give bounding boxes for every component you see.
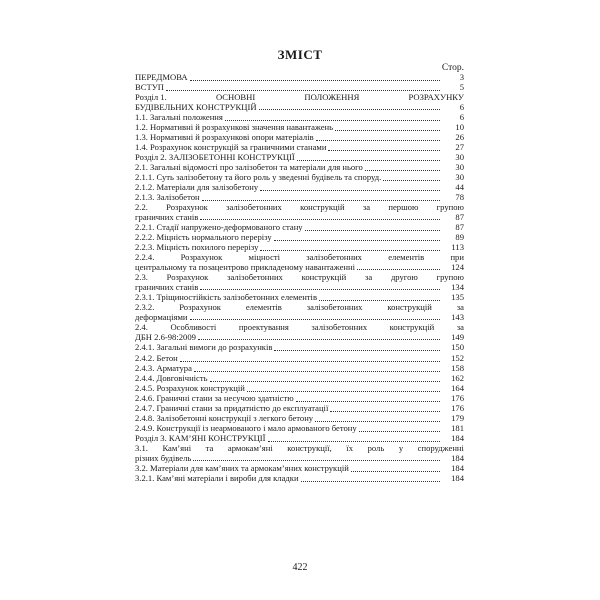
toc-entry[interactable] bbox=[135, 93, 464, 112]
dot-leader bbox=[247, 391, 440, 392]
toc-entry-title: 2.2.1. Стадії напружено-деформованого стану bbox=[135, 222, 303, 232]
toc-entry-word: залізобетонних bbox=[306, 252, 362, 262]
toc-entry-word: Розрахунок bbox=[166, 202, 208, 212]
dot-leader bbox=[316, 140, 440, 141]
toc-entry-title: Розділ 2. ЗАЛІЗОБЕТОННІ КОНСТРУКЦІЇ bbox=[135, 152, 295, 162]
toc-entry-word: за bbox=[456, 322, 464, 332]
dot-leader bbox=[301, 481, 440, 482]
toc-entry-word: та bbox=[205, 443, 214, 453]
toc-entry-word: 2.3.2. bbox=[135, 302, 155, 312]
toc-entry[interactable] bbox=[135, 203, 464, 222]
toc-entry-title: 2.4.7. Граничні стани за придатністю до експлуатації bbox=[135, 403, 329, 413]
toc-entry-row bbox=[135, 283, 464, 293]
dot-leader bbox=[296, 401, 440, 402]
toc-entry-word: групою bbox=[436, 272, 464, 282]
dot-leader bbox=[383, 180, 440, 181]
toc-entry-word: армокам’яні bbox=[227, 443, 273, 453]
toc-entry-word: Кам’яні bbox=[162, 443, 192, 453]
toc-entry-title: 2.1. Загальні відомості про залізобетон та матеріали для нього bbox=[135, 162, 363, 172]
toc-entry-word: за bbox=[364, 272, 373, 282]
toc-entry-word: Розрахунок bbox=[180, 252, 223, 262]
toc-entry-title: 2.4.1. Загальні вимоги до розрахунків bbox=[135, 342, 273, 352]
toc-entry-word: першою bbox=[388, 202, 419, 212]
page-number: 422 bbox=[292, 562, 308, 573]
dot-leader bbox=[200, 289, 440, 290]
page-column-label: Стор. bbox=[441, 63, 464, 73]
toc-entry[interactable] bbox=[135, 303, 464, 322]
dot-leader bbox=[365, 170, 440, 171]
toc-entry-word: роль bbox=[367, 443, 385, 453]
toc-title: ЗМІСТ bbox=[277, 47, 323, 62]
toc-entry-page: 30 bbox=[455, 172, 464, 182]
toc-entry-word: 2.3. bbox=[135, 272, 148, 282]
dot-leader bbox=[194, 371, 440, 372]
toc-entry-word: 3.1. bbox=[135, 443, 148, 453]
toc-entry-page: 184 bbox=[451, 463, 464, 473]
dot-leader bbox=[359, 431, 440, 432]
toc-entry-word: проектування bbox=[238, 322, 289, 332]
toc-entry-title: граничних станів bbox=[135, 211, 199, 222]
toc-entry-word: конструкцій bbox=[389, 322, 435, 332]
toc-entry-page: 10 bbox=[455, 122, 464, 132]
dot-leader bbox=[259, 109, 440, 110]
toc-entry-page: 124 bbox=[451, 261, 464, 272]
toc-entry-word: Розділ 1. bbox=[135, 92, 167, 102]
toc-entry-page: 87 bbox=[455, 222, 464, 232]
toc-entry[interactable] bbox=[135, 343, 464, 353]
toc-entry-page: 78 bbox=[455, 192, 464, 202]
toc-entry-word: Особливості bbox=[170, 322, 217, 332]
toc-entry-word: ОСНОВНІ bbox=[215, 92, 256, 102]
toc-entry-page: 158 bbox=[451, 363, 464, 373]
dot-leader bbox=[198, 339, 440, 340]
toc-entry-row bbox=[135, 103, 464, 113]
dot-leader bbox=[328, 150, 440, 151]
toc-entry-word: Розрахунок bbox=[166, 272, 209, 282]
toc-entry-page: 150 bbox=[451, 342, 464, 352]
toc-entry-row bbox=[135, 474, 464, 484]
dot-leader bbox=[274, 350, 440, 351]
toc-entry-word: РОЗРАХУНКУ bbox=[408, 92, 464, 102]
toc-entry-title: 2.4.9. Конструкції із неармованого і мало армованого бетону bbox=[135, 423, 357, 433]
toc-entry-page: 149 bbox=[451, 331, 464, 342]
toc-entry-page: 164 bbox=[451, 383, 464, 393]
toc-entry-title: 2.1.2. Матеріали для залізобетону bbox=[135, 182, 259, 192]
dot-leader bbox=[190, 319, 441, 320]
toc-entry-title: 2.1.1. Суть залізобетону та його роль у зведенні будівель та споруд. bbox=[135, 172, 382, 182]
toc-entry-page: 176 bbox=[451, 393, 464, 403]
toc-entry-word: ПОЛОЖЕННЯ bbox=[304, 92, 360, 102]
toc-entry-page: 30 bbox=[455, 152, 464, 162]
toc-entry-page: 135 bbox=[451, 292, 464, 302]
toc-entry-page: 113 bbox=[451, 242, 464, 252]
toc-entry-word: за bbox=[362, 202, 371, 212]
toc-entry-page: 184 bbox=[451, 452, 464, 463]
toc-entry-title: ДБН 2.6-98:2009 bbox=[135, 331, 196, 342]
toc-entry-title: 2.4.3. Арматура bbox=[135, 363, 192, 373]
toc-entry-title: 1.3. Нормативні й розрахункові опори матеріалів bbox=[135, 132, 314, 142]
toc-entry[interactable] bbox=[135, 253, 464, 272]
dot-leader bbox=[260, 190, 440, 191]
toc-entry-page: 184 bbox=[451, 433, 464, 443]
dot-leader bbox=[297, 160, 440, 161]
toc-entry-page: 44 bbox=[455, 182, 464, 192]
toc-entry-row bbox=[135, 454, 464, 464]
toc-entry-title: 2.2.3. Міцність похилого перерізу bbox=[135, 242, 259, 252]
toc-entry-word: 2.2. bbox=[135, 202, 148, 212]
toc-entry-title: 1.2. Нормативні й розрахункові значення навантажень bbox=[135, 122, 334, 132]
toc-entry-word: конструкцій bbox=[301, 272, 347, 282]
toc-entry-title: 2.1.3. Залізобетон bbox=[135, 192, 200, 202]
toc-entry[interactable] bbox=[135, 474, 464, 484]
toc-entry-row bbox=[135, 213, 464, 223]
toc-entry-word: залізобетонних bbox=[311, 322, 368, 332]
toc-entry-title: 2.2.2. Міцність нормального перерізу bbox=[135, 232, 272, 242]
toc-entry-row bbox=[135, 333, 464, 343]
toc-entry-word: групою bbox=[436, 202, 464, 212]
toc-entry-page: 143 bbox=[451, 311, 464, 322]
toc-entry-page: 176 bbox=[451, 403, 464, 413]
toc-entry-title: ВСТУП bbox=[135, 82, 165, 92]
toc-entry-title: Розділ 3. КАМ’ЯНІ КОНСТРУКЦІЇ bbox=[135, 433, 266, 443]
dot-leader bbox=[274, 240, 440, 241]
toc-entry-page: 134 bbox=[451, 281, 464, 292]
toc-entry-title: 2.4.2. Бетон bbox=[135, 353, 178, 363]
toc-entry-row bbox=[135, 263, 464, 273]
toc-entry[interactable] bbox=[135, 73, 464, 83]
toc-entry-title: 1.4. Розрахунок конструкцій за граничними станами bbox=[135, 142, 327, 152]
dot-leader bbox=[200, 219, 440, 220]
dot-leader bbox=[268, 441, 440, 442]
toc-entry-page: 27 bbox=[455, 142, 464, 152]
toc-entry-page: 179 bbox=[451, 413, 464, 423]
toc-entry-title: 2.4.5. Розрахунок конструкцій bbox=[135, 383, 245, 393]
toc-entry-page: 181 bbox=[451, 423, 464, 433]
dot-leader bbox=[166, 90, 440, 91]
toc-entry-word: 2.2.4. bbox=[135, 252, 155, 262]
toc-entry[interactable] bbox=[135, 444, 464, 463]
toc-entry-word: спорудженні bbox=[417, 443, 464, 453]
toc-entry-title: 2.4.6. Граничні стани за несучою здатністю bbox=[135, 393, 294, 403]
toc-entry-page: 3 bbox=[459, 72, 464, 82]
toc-entry-title: 3.2.1. Кам’яні матеріали і вироби для кладки bbox=[135, 473, 299, 483]
dot-leader bbox=[190, 80, 440, 81]
toc-entry-page: 6 bbox=[459, 112, 464, 122]
dot-leader bbox=[315, 421, 440, 422]
toc-entry-title: деформаціями bbox=[135, 311, 188, 322]
toc-entry-page: 184 bbox=[451, 473, 464, 483]
toc-entry-word: залізобетонних bbox=[226, 202, 282, 212]
dot-leader bbox=[180, 361, 440, 362]
toc-entry-title: 2.4.8. Залізобетонні конструкції з легкого бетону bbox=[135, 413, 314, 423]
toc-entry-page: 30 bbox=[455, 162, 464, 172]
toc-entry[interactable] bbox=[135, 273, 464, 292]
toc-entry-page: 152 bbox=[451, 353, 464, 363]
toc-entry-page: 5 bbox=[459, 82, 464, 92]
toc-entry-page: 6 bbox=[459, 101, 464, 112]
toc-entry-title: 2.4.4. Довговічність bbox=[135, 373, 208, 383]
dot-leader bbox=[351, 471, 440, 472]
toc-entry-word: Розрахунок bbox=[179, 302, 221, 312]
toc-entry-word: залізобетонних bbox=[306, 302, 363, 312]
dot-leader bbox=[330, 411, 440, 412]
toc-entry-page: 87 bbox=[455, 211, 464, 222]
toc-entry-word: у bbox=[398, 443, 404, 453]
dot-leader bbox=[225, 120, 440, 121]
toc-entry-word: міцності bbox=[248, 252, 281, 262]
toc-entry-word: 2.4. bbox=[135, 322, 148, 332]
toc-entry-word: конструкцій bbox=[387, 302, 432, 312]
toc-entry-title: БУДІВЕЛЬНИХ КОНСТРУКЦІЙ bbox=[135, 101, 257, 112]
toc-entry-word: конструкції, bbox=[287, 443, 332, 453]
toc-entry-word: за bbox=[456, 302, 464, 312]
toc-entry-word: конструкцій bbox=[300, 202, 345, 212]
toc-entry-page: 162 bbox=[451, 373, 464, 383]
dot-leader bbox=[319, 300, 440, 301]
toc-entry-page: 26 bbox=[455, 132, 464, 142]
toc-entry-title: ПЕРЕДМОВА bbox=[135, 72, 188, 82]
toc-entry-word: елементів bbox=[245, 302, 282, 312]
toc-entry-title: центральному та позацентрово прикладеному навантаженні bbox=[135, 261, 355, 272]
toc-entry-row bbox=[135, 313, 464, 323]
toc-entry[interactable] bbox=[135, 323, 464, 342]
toc-entry-title: граничних станів bbox=[135, 281, 199, 292]
toc-entry-word: їх bbox=[346, 443, 354, 453]
toc-entry-title: різних будівель bbox=[135, 452, 192, 463]
toc-entry-page: 89 bbox=[455, 232, 464, 242]
dot-leader bbox=[305, 230, 440, 231]
toc-entry-title: 2.3.1. Тріщиностійкість залізобетонних елементів bbox=[135, 292, 318, 302]
toc-entry-word: при bbox=[450, 252, 464, 262]
dot-leader bbox=[202, 200, 440, 201]
dot-leader bbox=[193, 460, 440, 461]
toc-entry-word: елементів bbox=[388, 252, 425, 262]
toc-entry-row bbox=[135, 343, 464, 353]
dot-leader bbox=[210, 381, 440, 382]
dot-leader bbox=[357, 269, 440, 270]
toc-entry-row bbox=[135, 73, 464, 83]
dot-leader bbox=[335, 130, 440, 131]
dot-leader bbox=[260, 250, 440, 251]
toc-entry-word: залізобетонних bbox=[227, 272, 283, 282]
toc-entry-title: 3.2. Матеріали для кам’яних та армокам’яних конструкцій bbox=[135, 463, 349, 473]
toc-entry-word: другою bbox=[390, 272, 418, 282]
toc-entry-title: 1.1. Загальні положення bbox=[135, 112, 223, 122]
